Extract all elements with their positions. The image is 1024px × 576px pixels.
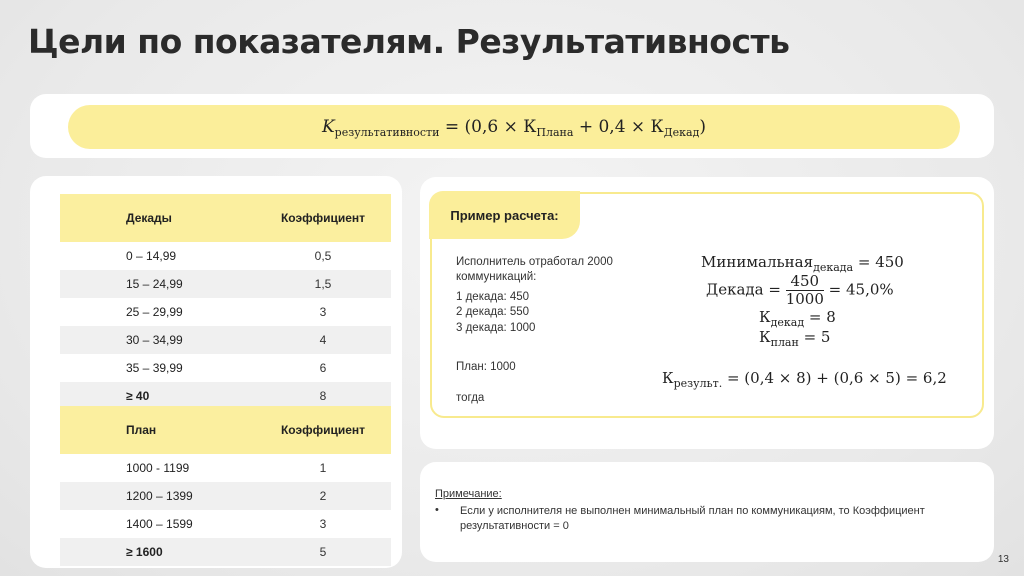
coef-cell: 1 [319, 461, 327, 475]
k-result-sub: результ. [673, 377, 723, 390]
column-header-dekady: Декады [60, 194, 246, 242]
fraction-numerator: 450 [786, 273, 824, 291]
range-cell: 1400 – 1599 [126, 517, 193, 531]
min-dekada-formula [701, 253, 904, 274]
k-plan-formula [759, 328, 831, 349]
k-dekad-formula [759, 308, 836, 329]
page-title: Цели по показателям. Результативность [28, 22, 790, 61]
formula-plan-sub: Плана [536, 126, 574, 139]
plan-table [60, 406, 391, 566]
table-row [60, 270, 391, 298]
formula-card [30, 94, 994, 158]
formula-end: ) [699, 117, 707, 137]
range-cell: 15 – 24,99 [60, 270, 246, 298]
example-then: тогда [456, 392, 485, 404]
range-cell: 1000 - 1199 [126, 461, 190, 475]
k-result-value: = (0,4 × 8) + (0,6 × 5) = 6,2 [722, 369, 947, 387]
example-text-line: 3 декада: 1000 [456, 322, 536, 334]
dekada-fraction [786, 273, 824, 308]
table-row [60, 354, 391, 382]
k-result-k: К [662, 369, 674, 387]
table-header-row [60, 406, 391, 454]
formula-k: K [321, 117, 335, 137]
column-header-coef: Коэффициент [246, 194, 391, 242]
coefficient-tables-card [30, 176, 402, 568]
coef-cell: 3 [319, 517, 327, 531]
example-text-line: Исполнитель отработал 2000 [456, 256, 613, 268]
coef-cell: 6 [319, 361, 327, 375]
k-plan-value: = 5 [798, 328, 831, 346]
range-cell: ≥ 40 [60, 382, 246, 410]
table-row [60, 538, 391, 566]
note-text: Если у исполнителя не выполнен минимальный план по коммуникациям, то Коэффициент результативности = 0 [460, 505, 925, 532]
range-cell: 35 – 39,99 [126, 361, 183, 375]
coef-cell: 8 [246, 382, 391, 410]
table-row [60, 326, 391, 354]
dekada-formula [706, 273, 894, 308]
formula-eq: = (0,6 × К [439, 117, 537, 137]
dekada-label: Декада = [706, 280, 786, 299]
k-plan-sub: план [770, 336, 799, 349]
example-plan: План: 1000 [456, 361, 516, 373]
formula-banner [68, 105, 960, 149]
example-text-line: коммуникаций: [456, 271, 537, 283]
table-row [60, 510, 391, 538]
coef-cell: 3 [319, 305, 327, 319]
table-row [60, 298, 391, 326]
range-cell: 30 – 34,99 [60, 326, 246, 354]
fraction-denominator: 1000 [785, 290, 824, 308]
formula-dekad-sub: Декад [663, 126, 700, 139]
dekada-value: = 45,0% [823, 280, 894, 299]
min-dekada-sub: декада [813, 261, 854, 274]
table-header-row [60, 194, 391, 242]
example-text-line: 1 декада: 450 [456, 291, 530, 303]
dekady-table [60, 194, 391, 410]
min-dekada-label: Минимальная [701, 253, 814, 271]
table-row [60, 242, 391, 270]
coef-cell: 4 [246, 326, 391, 354]
coef-cell: 0,5 [314, 249, 332, 263]
coef-cell: 5 [246, 538, 391, 566]
formula [322, 117, 706, 137]
table-row [60, 454, 391, 482]
k-dekad-sub: декад [770, 316, 805, 329]
range-cell: 25 – 29,99 [126, 305, 183, 319]
table-row [60, 482, 391, 510]
column-header-plan: План [60, 406, 246, 454]
formula-k-sub: результативности [334, 126, 440, 139]
example-card [420, 177, 994, 449]
formula-mid: + 0,4 × К [573, 117, 664, 137]
note-title: Примечание: [435, 488, 502, 500]
coef-cell: 2 [246, 482, 391, 510]
k-dekad-value: = 8 [804, 308, 836, 326]
column-header-coef: Коэффициент [246, 406, 391, 454]
page-number: 13 [997, 554, 1009, 565]
k-dekad-k: К [759, 308, 771, 326]
coef-cell: 1,5 [246, 270, 391, 298]
k-plan-k: К [759, 328, 771, 346]
range-cell: 0 – 14,99 [126, 249, 177, 263]
range-cell: 1200 – 1399 [60, 482, 246, 510]
bullet-icon: • [435, 504, 439, 516]
note-card [420, 462, 994, 562]
range-cell: ≥ 1600 [60, 538, 246, 566]
example-text-line: 2 декада: 550 [456, 306, 530, 318]
k-result-formula [662, 369, 947, 390]
example-tab: Пример расчета: [429, 191, 580, 239]
min-dekada-value: = 450 [853, 253, 904, 271]
